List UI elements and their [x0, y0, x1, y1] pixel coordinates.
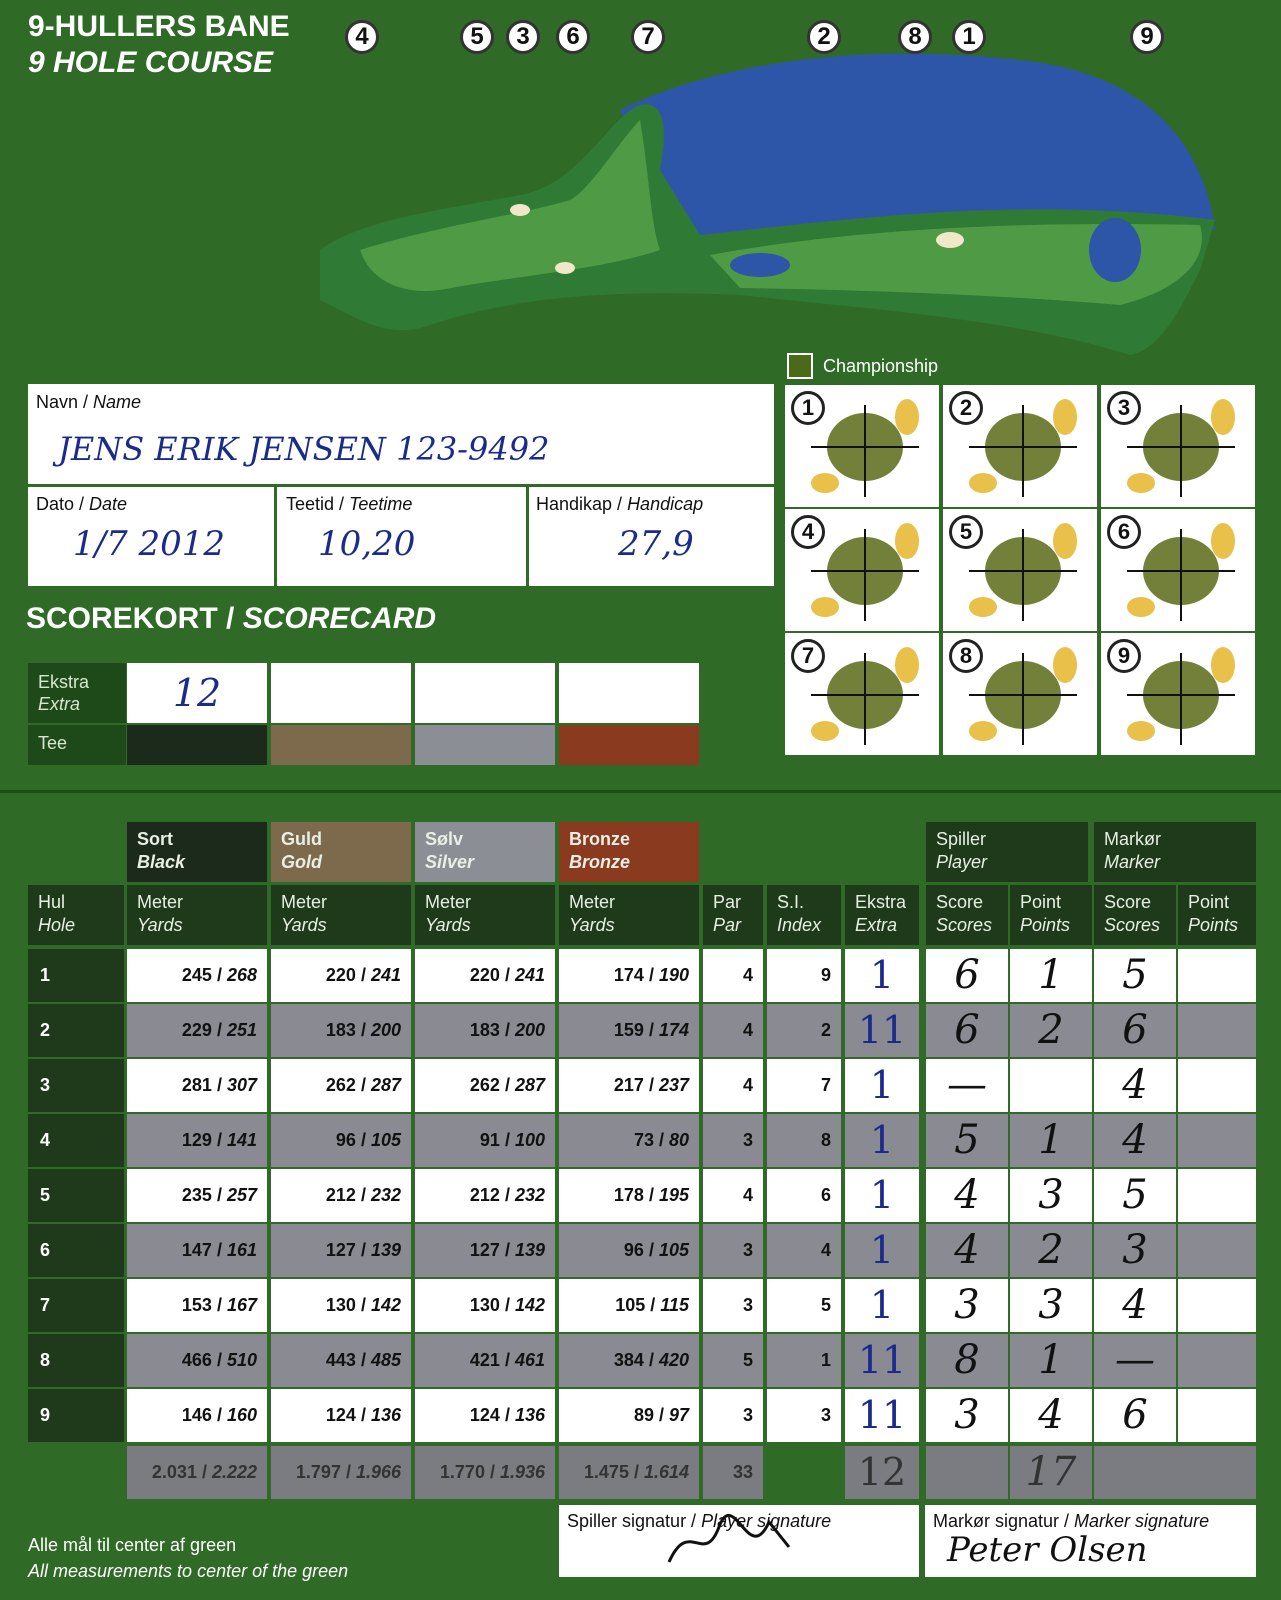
marker-points[interactable] [1178, 1114, 1256, 1167]
map-hole-marker: 8 [898, 20, 932, 54]
tee-bronze-swatch [559, 725, 699, 765]
total-bronze-distance: 1.475 / 1.614 [559, 1446, 699, 1499]
bronze-distance: 217 / 237 [559, 1059, 699, 1112]
tee-black-swatch [127, 725, 267, 765]
scorecard-title: SCOREKORT / SCORECARD [26, 602, 437, 635]
extra-strokes[interactable]: 11 [845, 1334, 919, 1387]
si-value: 3 [767, 1389, 841, 1442]
table-row [28, 1224, 1255, 1277]
player-points[interactable]: 2 [1010, 1004, 1092, 1057]
marker-points[interactable] [1178, 1279, 1256, 1332]
silver-distance: 212 / 232 [415, 1169, 555, 1222]
player-points[interactable]: 3 [1010, 1169, 1092, 1222]
extra-strokes[interactable]: 1 [845, 1114, 919, 1167]
championship-swatch [787, 353, 813, 379]
table-row [28, 1279, 1255, 1332]
handicap-label: Handikap / Handicap [536, 494, 704, 514]
gold-distance: 130 / 142 [271, 1279, 411, 1332]
player-score[interactable]: 6 [926, 949, 1008, 1002]
date-label: Dato / Date [36, 494, 128, 514]
total-silver-distance: 1.770 / 1.936 [415, 1446, 555, 1499]
silver-distance: 183 / 200 [415, 1004, 555, 1057]
green-number: 2 [949, 391, 983, 425]
player-score[interactable]: 4 [926, 1224, 1008, 1277]
green-diagram-3 [1101, 385, 1255, 507]
tee-header-bronze: Bronze Bronze [559, 822, 699, 882]
measurements-note: Alle mål til center af green All measurements to center of the green [28, 1535, 349, 1581]
hole-number: 1 [28, 949, 124, 1002]
hole-number: 6 [28, 1224, 124, 1277]
col-header-black-meter: Meter Yards [127, 885, 267, 945]
bronze-distance: 159 / 174 [559, 1004, 699, 1057]
tee-row-label: Tee [28, 725, 126, 765]
marker-score[interactable]: 5 [1094, 949, 1176, 1002]
black-distance: 229 / 251 [127, 1004, 267, 1057]
divider [526, 484, 529, 586]
divider [28, 484, 774, 487]
table-row [28, 1059, 1255, 1112]
hole-number: 4 [28, 1114, 124, 1167]
bronze-distance: 174 / 190 [559, 949, 699, 1002]
gold-distance: 96 / 105 [271, 1114, 411, 1167]
si-value: 8 [767, 1114, 841, 1167]
green-diagram-2 [943, 385, 1097, 507]
marker-signature-value: Peter Olsen [947, 1530, 1148, 1570]
map-hole-marker: 6 [556, 20, 590, 54]
card-fold-line [0, 790, 1281, 793]
championship-label: Championship [823, 356, 939, 376]
marker-group-header: Markør Marker [1094, 822, 1256, 882]
hole-number: 8 [28, 1334, 124, 1387]
extra-strokes[interactable]: 11 [845, 1004, 919, 1057]
par-value: 3 [703, 1114, 763, 1167]
map-hole-marker: 7 [631, 20, 665, 54]
green-number: 3 [1107, 391, 1141, 425]
hole-number: 5 [28, 1169, 124, 1222]
player-points[interactable]: 2 [1010, 1224, 1092, 1277]
total-par: 33 [703, 1446, 763, 1499]
gold-distance: 124 / 136 [271, 1389, 411, 1442]
silver-distance: 421 / 461 [415, 1334, 555, 1387]
green-diagram-6 [1101, 509, 1255, 631]
extra-strokes[interactable]: 1 [845, 1059, 919, 1112]
marker-signature-box[interactable]: Markør signatur / Marker signature Peter Olsen [925, 1505, 1256, 1577]
si-value: 5 [767, 1279, 841, 1332]
par-value: 4 [703, 1169, 763, 1222]
silver-distance: 124 / 136 [415, 1389, 555, 1442]
gold-distance: 127 / 139 [271, 1224, 411, 1277]
date-field[interactable]: 1/7 2012 [73, 524, 226, 564]
gold-distance: 262 / 287 [271, 1059, 411, 1112]
col-header-bronze-meter: Meter Yards [559, 885, 699, 945]
black-distance: 146 / 160 [127, 1389, 267, 1442]
par-value: 4 [703, 949, 763, 1002]
marker-score[interactable]: 3 [1094, 1224, 1176, 1277]
black-distance: 466 / 510 [127, 1334, 267, 1387]
player-points[interactable]: 4 [1010, 1389, 1092, 1442]
extra-silver-cell[interactable] [415, 663, 555, 723]
green-diagram-4 [785, 509, 939, 631]
gold-distance: 220 / 241 [271, 949, 411, 1002]
map-hole-marker: 9 [1130, 20, 1164, 54]
si-value: 2 [767, 1004, 841, 1057]
marker-points[interactable] [1178, 1004, 1256, 1057]
col-header-silver-meter: Meter Yards [415, 885, 555, 945]
par-value: 3 [703, 1224, 763, 1277]
player-points[interactable]: 1 [1010, 1114, 1092, 1167]
gold-distance: 443 / 485 [271, 1334, 411, 1387]
hole-number: 7 [28, 1279, 124, 1332]
extra-row-label: Ekstra Extra [28, 663, 126, 723]
hole-number: 3 [28, 1059, 124, 1112]
col-header-si: S.I. Index [767, 885, 841, 945]
marker-points[interactable] [1178, 1169, 1256, 1222]
map-hole-marker: 4 [345, 20, 379, 54]
tee-header-silver: Sølv Silver [415, 822, 555, 882]
tee-gold-swatch [271, 725, 411, 765]
name-label: Navn / Name [36, 392, 142, 412]
total-marker [1094, 1446, 1256, 1499]
gold-distance: 183 / 200 [271, 1004, 411, 1057]
silver-distance: 91 / 100 [415, 1114, 555, 1167]
green-number: 6 [1107, 515, 1141, 549]
par-value: 4 [703, 1004, 763, 1057]
divider [274, 484, 277, 586]
extra-strokes[interactable]: 1 [845, 1224, 919, 1277]
extra-strokes[interactable]: 1 [845, 1169, 919, 1222]
green-diagram-8 [943, 633, 1097, 755]
marker-score[interactable]: 6 [1094, 1389, 1176, 1442]
player-points[interactable]: 3 [1010, 1279, 1092, 1332]
total-black-distance: 2.031 / 2.222 [127, 1446, 267, 1499]
tee-header-black: Sort Black [127, 822, 267, 882]
hole-number: 2 [28, 1004, 124, 1057]
par-value: 5 [703, 1334, 763, 1387]
map-hole-marker: 5 [460, 20, 494, 54]
table-row [28, 1114, 1255, 1167]
si-value: 1 [767, 1334, 841, 1387]
player-points[interactable] [1010, 1059, 1092, 1112]
bronze-distance: 89 / 97 [559, 1389, 699, 1442]
green-diagram-9 [1101, 633, 1255, 755]
teetime-field[interactable]: 10,20 [318, 524, 416, 564]
player-score[interactable]: 6 [926, 1004, 1008, 1057]
green-number: 7 [791, 639, 825, 673]
green-number: 4 [791, 515, 825, 549]
marker-points[interactable] [1178, 1334, 1256, 1387]
black-distance: 281 / 307 [127, 1059, 267, 1112]
marker-score[interactable]: — [1094, 1334, 1176, 1387]
green-number: 8 [949, 639, 983, 673]
gold-distance: 212 / 232 [271, 1169, 411, 1222]
map-hole-marker: 3 [506, 20, 540, 54]
par-value: 3 [703, 1389, 763, 1442]
col-header-player-points: Point Points [1010, 885, 1092, 945]
player-points[interactable]: 1 [1010, 949, 1092, 1002]
bronze-distance: 96 / 105 [559, 1224, 699, 1277]
course-subtitle: 9 HOLE COURSE [28, 46, 274, 79]
total-gold-distance: 1.797 / 1.966 [271, 1446, 411, 1499]
player-score[interactable]: — [926, 1059, 1008, 1112]
marker-score[interactable]: 5 [1094, 1169, 1176, 1222]
green-diagram-5 [943, 509, 1097, 631]
green-number: 1 [791, 391, 825, 425]
course-map-drawing [320, 20, 1255, 365]
marker-score[interactable]: 4 [1094, 1279, 1176, 1332]
col-header-marker-score: Score Scores [1094, 885, 1176, 945]
tee-silver-swatch [415, 725, 555, 765]
col-header-par: Par Par [703, 885, 763, 945]
black-distance: 147 / 161 [127, 1224, 267, 1277]
table-row [28, 1004, 1255, 1057]
table-row [28, 949, 1255, 1002]
black-distance: 129 / 141 [127, 1114, 267, 1167]
player-signature-scribble [659, 1507, 799, 1575]
player-score[interactable]: 5 [926, 1114, 1008, 1167]
green-number: 9 [1107, 639, 1141, 673]
marker-points[interactable] [1178, 1389, 1256, 1442]
player-points[interactable]: 1 [1010, 1334, 1092, 1387]
black-distance: 235 / 257 [127, 1169, 267, 1222]
marker-points[interactable] [1178, 1059, 1256, 1112]
silver-distance: 220 / 241 [415, 949, 555, 1002]
extra-strokes[interactable]: 1 [845, 949, 919, 1002]
si-value: 9 [767, 949, 841, 1002]
player-info-box [28, 384, 774, 586]
marker-score[interactable]: 4 [1094, 1059, 1176, 1112]
total-extra[interactable]: 12 [845, 1446, 919, 1499]
table-row [28, 1389, 1255, 1442]
map-hole-marker: 1 [952, 20, 986, 54]
extra-strokes[interactable]: 1 [845, 1279, 919, 1332]
silver-distance: 127 / 139 [415, 1224, 555, 1277]
col-header-extra: Ekstra Extra [845, 885, 919, 945]
extra-bronze-cell[interactable] [559, 663, 699, 723]
bronze-distance: 178 / 195 [559, 1169, 699, 1222]
si-value: 6 [767, 1169, 841, 1222]
green-diagram-1 [785, 385, 939, 507]
totals-row [28, 1446, 1255, 1499]
player-score[interactable]: 3 [926, 1279, 1008, 1332]
black-distance: 245 / 268 [127, 949, 267, 1002]
bronze-distance: 384 / 420 [559, 1334, 699, 1387]
marker-score[interactable]: 4 [1094, 1114, 1176, 1167]
table-row [28, 1169, 1255, 1222]
player-score[interactable]: 4 [926, 1169, 1008, 1222]
tee-header-gold: Guld Gold [271, 822, 411, 882]
player-signature-box[interactable]: Spiller signatur / Player signature [559, 1505, 919, 1577]
handicap-field[interactable]: 27,9 [618, 524, 694, 564]
player-score[interactable]: 3 [926, 1389, 1008, 1442]
player-group-header: Spiller Player [926, 822, 1088, 882]
marker-score[interactable]: 6 [1094, 1004, 1176, 1057]
par-value: 4 [703, 1059, 763, 1112]
name-field[interactable]: JENS ERIK JENSEN 123-9492 [58, 430, 550, 468]
bronze-distance: 105 / 115 [559, 1279, 699, 1332]
silver-distance: 130 / 142 [415, 1279, 555, 1332]
green-diagram-7 [785, 633, 939, 755]
total-player-points[interactable]: 17 [1010, 1446, 1092, 1499]
extra-gold-cell[interactable] [271, 663, 411, 723]
map-hole-marker: 2 [807, 20, 841, 54]
course-map [320, 20, 1255, 365]
extra-strokes[interactable]: 11 [845, 1389, 919, 1442]
col-header-marker-points: Point Points [1178, 885, 1256, 945]
green-diagrams [785, 385, 1255, 759]
si-value: 7 [767, 1059, 841, 1112]
course-title: 9-HULLERS BANE [28, 10, 290, 43]
bronze-distance: 73 / 80 [559, 1114, 699, 1167]
extra-black-cell[interactable]: 12 [127, 663, 267, 723]
silver-distance: 262 / 287 [415, 1059, 555, 1112]
col-header-player-score: Score Scores [926, 885, 1008, 945]
player-score[interactable]: 8 [926, 1334, 1008, 1387]
si-value: 4 [767, 1224, 841, 1277]
table-row [28, 1334, 1255, 1387]
col-header-hole: Hul Hole [28, 885, 124, 945]
par-value: 3 [703, 1279, 763, 1332]
total-player-score[interactable] [926, 1446, 1008, 1499]
hole-number: 9 [28, 1389, 124, 1442]
green-number: 5 [949, 515, 983, 549]
col-header-gold-meter: Meter Yards [271, 885, 411, 945]
marker-points[interactable] [1178, 1224, 1256, 1277]
black-distance: 153 / 167 [127, 1279, 267, 1332]
teetime-label: Teetid / Teetime [286, 494, 413, 514]
marker-points[interactable] [1178, 949, 1256, 1002]
